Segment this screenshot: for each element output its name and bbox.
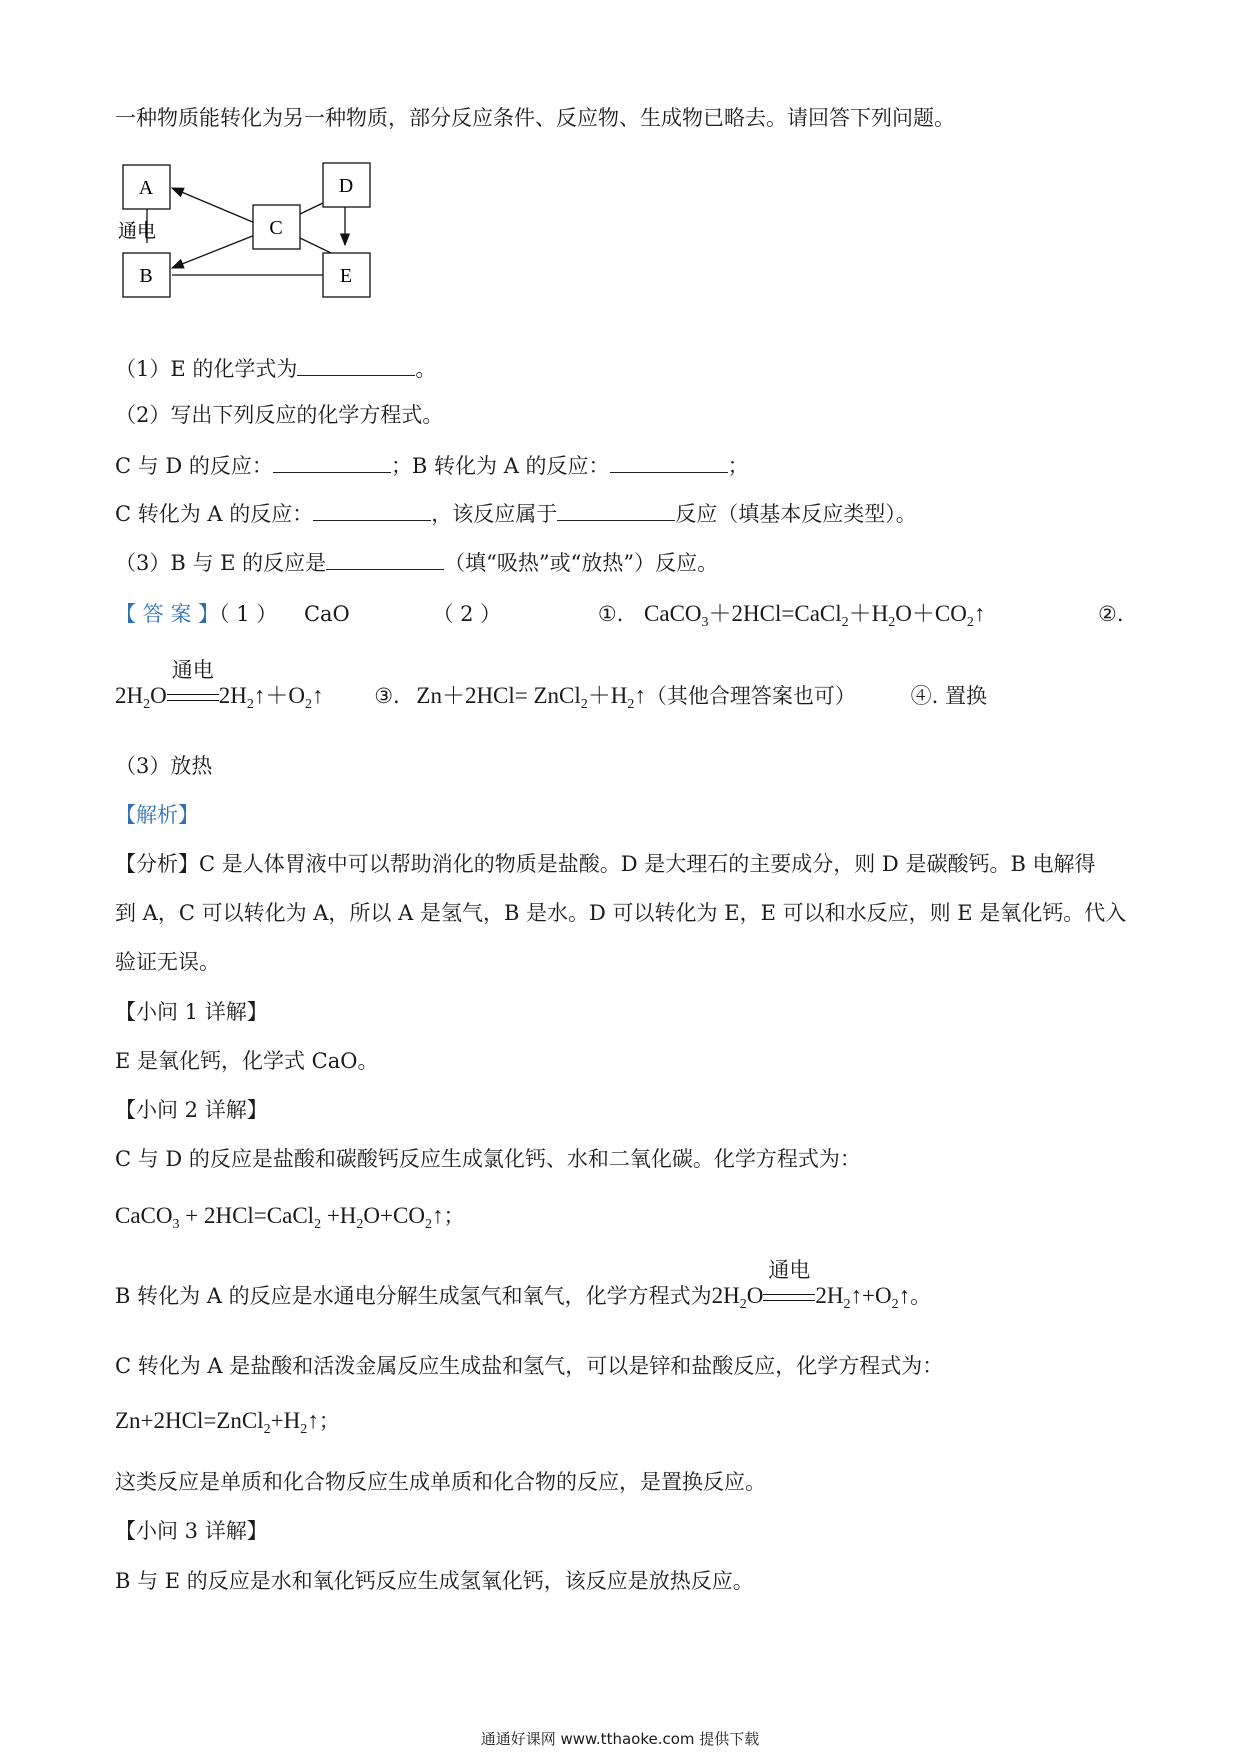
arrow-c-to-b (172, 235, 255, 268)
conversion-diagram (110, 155, 430, 330)
arrow-c-to-a (172, 188, 255, 223)
answer-mark-3: ③. (374, 684, 400, 708)
intro-text: 一种物质能转化为另一种物质，部分反应条件、反应物、生成物已略去。请回答下列问题。 (115, 106, 955, 130)
question-2-title: （2）写出下列反应的化学方程式。 (115, 403, 444, 427)
question-3 (115, 547, 718, 577)
detail-eq-2-end: ； (318, 1409, 340, 1433)
q2-cd-label: C 与 D 的反应： (115, 454, 273, 478)
q1-blank (297, 353, 415, 376)
q2-ca-label: C 转化为 A 的反应： (115, 502, 314, 526)
answer-eq-2: $2H_2O$ 通电 $2H_2↑+O_2↑$ (115, 658, 324, 712)
analysis-fenxi-2: 到 A，C 可以转化为 A，所以 A 是氢气，B 是水。D 可以转化为 E，E 可以和水反应，则 E 是氧化钙。代入 (115, 901, 1127, 925)
answer-line-1 (115, 600, 985, 628)
analysis-fenxi-3: 验证无误。 (115, 950, 220, 974)
q2-line2-end: 反应（填基本反应类型）。 (675, 502, 917, 526)
answer-eq-1: $CaCO_3+2HCl=CaCl_2+H_2O+CO_2↑$ (644, 601, 986, 630)
q2-ba-label: ；B 转化为 A 的反应： (390, 454, 610, 478)
q2-type-blank (557, 498, 675, 521)
q2-cd-blank (273, 450, 391, 473)
answer-note: （其他合理答案也可） (645, 684, 856, 708)
detail-text-2c: C 转化为 A 是盐酸和活泼金属反应生成盐和氢气，可以是锌和盐酸反应，化学方程式为： (115, 1354, 944, 1378)
detail-text-2a: C 与 D 的反应是盐酸和碳酸钙反应生成氯化钙、水和二氧化碳。化学方程式为： (115, 1147, 861, 1171)
footer-source: 通通好课网 www.tthaoke.com 提供下载 (480, 1730, 760, 1748)
detail-heading-2: 【小问 2 详解】 (115, 1098, 268, 1122)
question-2-line1 (115, 450, 749, 480)
detail-text-2d: 这类反应是单质和化合物反应生成单质和化合物的反应，是置换反应。 (115, 1470, 766, 1494)
q2-type-label: ，该反应属于 (431, 502, 558, 526)
detail-text-2b-text: B 转化为 A 的反应是水通电分解生成氢气和氧气，化学方程式为 (115, 1284, 712, 1308)
detail-text-1: E 是氧化钙，化学式 CaO。 (115, 1049, 379, 1073)
analysis-fenxi-1: 【分析】C 是人体胃液中可以帮助消化的物质是盐酸。D 是大理石的主要成分，则 D 是碳酸钙。B 电解得 (115, 852, 1096, 876)
q3-blank (326, 547, 444, 570)
q2-line1-end: ； (727, 454, 749, 478)
detail-eq-2 (115, 1407, 340, 1435)
detail-text-2b-end: 。 (910, 1284, 932, 1308)
q3-text: （3）B 与 E 的反应是 (115, 551, 327, 575)
answer-part-3: （3）放热 (115, 754, 213, 778)
detail-heading-1: 【小问 1 详解】 (115, 1000, 268, 1024)
answer-eq2-condition: 通电 (171, 658, 214, 682)
answer-part-1: （ 1 ） (219, 602, 278, 626)
node-b-label: B (139, 265, 153, 287)
q1-text: （1）E 的化学式为 (115, 357, 298, 381)
answer-part-2: （ 2 ） (432, 602, 502, 626)
detail-eq-zn: $Zn+2HCl=ZnCl_2+H_2↑$ (115, 1408, 319, 1437)
q1-end: 。 (415, 357, 437, 381)
answer-1-value: CaO (303, 602, 350, 626)
node-c-label: C (269, 217, 283, 239)
detail-eq-1-end: ； (443, 1204, 465, 1228)
detail-text-3: B 与 E 的反应是水和氧化钙反应生成氢氧化钙，该反应是放热反应。 (115, 1569, 754, 1593)
node-e-label: E (339, 265, 353, 287)
detail-eq-electrolysis: $2H_2O$ 通电 $2H_2↑+O_2↑$ (711, 1258, 911, 1312)
node-a-label: A (138, 177, 154, 199)
q2-ca-blank (313, 498, 431, 521)
answer-eq-3: $Zn+2HCl= ZnCl_2+H_2↑$ (416, 683, 646, 712)
detail-eq-1 (115, 1202, 464, 1230)
detail-eq-condition: 通电 (768, 1258, 811, 1282)
detail-heading-3: 【小问 3 详解】 (115, 1519, 268, 1543)
analysis-label: 【解析】 (115, 803, 199, 827)
detail-text-2b (115, 1258, 932, 1312)
answer-label: 【 答 案 】 (115, 602, 220, 626)
node-d-label: D (338, 175, 354, 197)
answer-mark-4: ④. 置换 (910, 684, 987, 708)
arrow-label-tongdian: 通电 (118, 220, 157, 242)
detail-eq-caco3: CaCO$_3$ + 2HCl=CaCl$_2$ $+H_2O+CO_2↑$ (115, 1203, 444, 1232)
q2-ba-blank (610, 450, 728, 473)
answer-mark-1: ①. (597, 602, 624, 626)
answer-mark-2: ②. (1098, 602, 1124, 626)
answer-line-2 (115, 658, 987, 712)
q3-end: （填“吸热”或“放热”）反应。 (444, 551, 719, 575)
question-2-line2 (115, 498, 917, 528)
question-1 (115, 353, 436, 383)
